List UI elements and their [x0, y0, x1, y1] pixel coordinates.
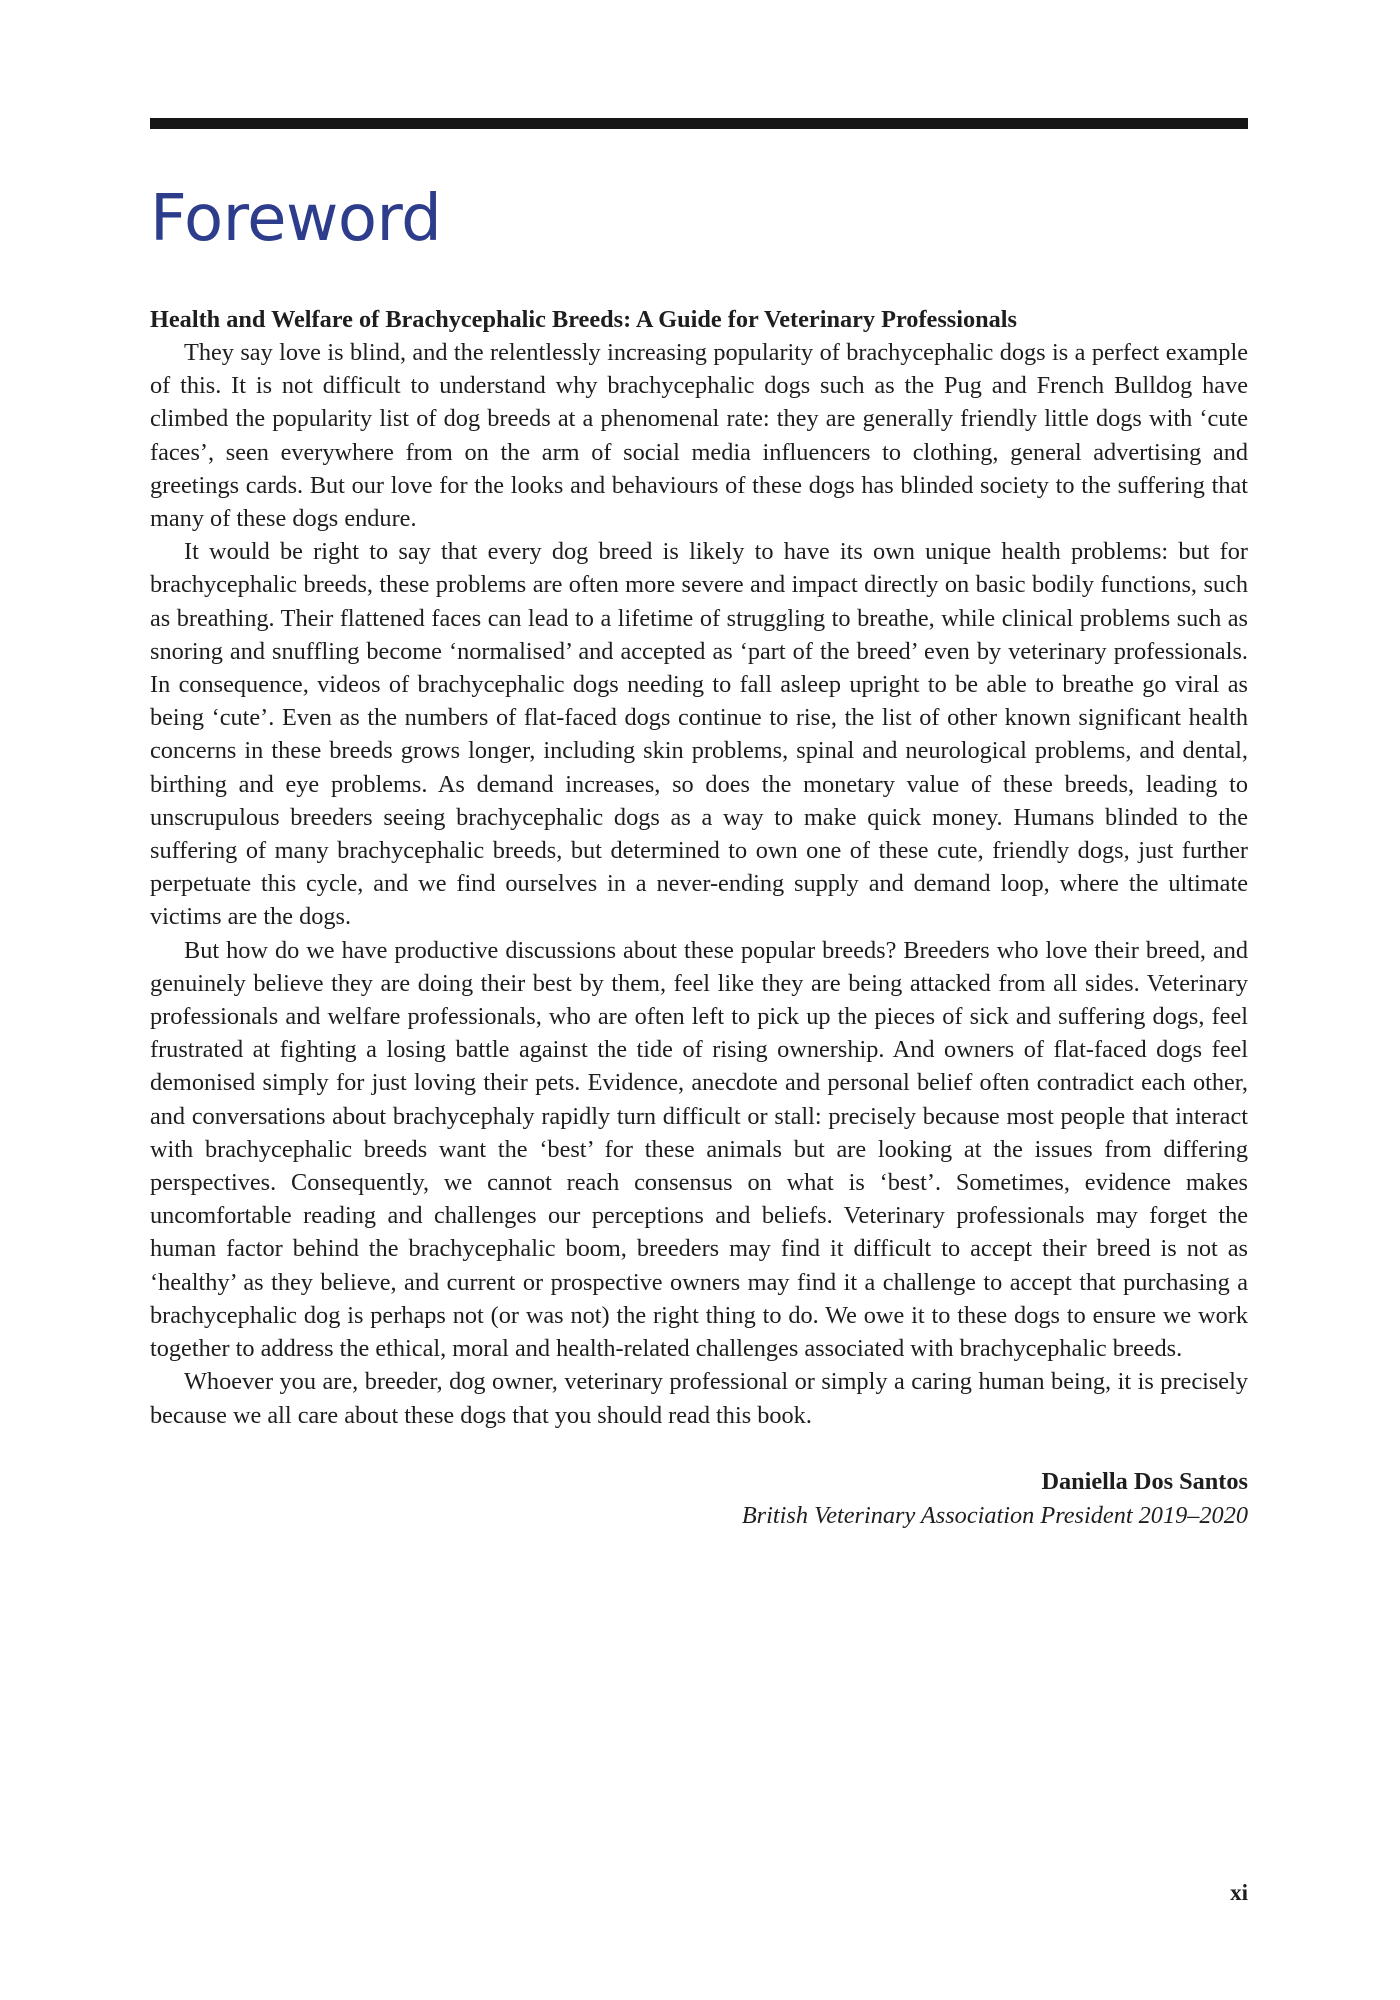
signature-role: British Veterinary Association President 2019–2020	[741, 1501, 1248, 1529]
paragraph: They say love is blind, and the relentlessly increasing popularity of brachycephalic dogs is a perfect example of this. It is not difficult to understand why brachycephalic dogs such as the Pug and French Bulldog have climbed the popularity list of dog breeds at a phenomenal rate: they are generally friendly little dogs with ‘cute faces’, seen everywhere from on the arm of social media influencers to clothing, general advertising and greetings cards. But our love for the looks and behaviours of these dogs has blinded society to the suffering that many of these dogs endure.	[150, 339, 1248, 533]
paragraph: Whoever you are, breeder, dog owner, veterinary professional or simply a caring human being, it is precisely because we all care about these dogs that you should read this book.	[150, 1368, 1248, 1429]
top-rule	[150, 118, 1248, 129]
signature-name: Daniella Dos Santos	[1041, 1467, 1248, 1495]
page-content	[150, 118, 1248, 1533]
chapter-title: Foreword	[150, 182, 442, 256]
body-text	[150, 336, 1248, 1432]
signature-block	[150, 1465, 1248, 1533]
paragraph: But how do we have productive discussions about these popular breeds? Breeders who love their breed, and genuinely believe they are doing their best by them, feel like they are being attacked from all sides. Veterinary professionals and welfare professionals, who are often left to pick up the pieces of sick and suffering dogs, feel frustrated at fighting a losing battle against the tide of rising ownership. And owners of flat-faced dogs feel demonised simply for just loving their pets. Evidence, anecdote and personal belief often contradict each other, and conversations about brachycephaly rapidly turn difficult or stall: precisely because most people that interact with brachycephalic breeds want the ‘best’ for these animals but are looking at the issues from differing perspectives. Consequently, we cannot reach consensus on what is ‘best’. Sometimes, evidence makes uncomfortable reading and challenges our perceptions and beliefs. Veterinary professionals may forget the human factor behind the brachycephalic boom, breeders may find it difficult to accept their breed is not as ‘healthy’ as they believe, and current or prospective owners may find it a challenge to accept that purchasing a brachycephalic dog is perhaps not (or was not) the right thing to do. We owe it to these dogs to ensure we work together to address the ethical, moral and health-related challenges associated with brachycephalic breeds.	[150, 936, 1248, 1363]
book-title: Health and Welfare of Brachycephalic Breeds: A Guide for Veterinary Professionals	[150, 306, 1018, 333]
paragraph: It would be right to say that every dog breed is likely to have its own unique health problems: but for brachycephalic breeds, these problems are often more severe and impact directly on basic bodily functions, such as breathing. Their flattened faces can lead to a lifetime of struggling to breathe, while clinical problems such as snoring and snuffling become ‘normalised’ and accepted as ‘part of the breed’ even by veterinary professionals. In consequence, videos of brachycephalic dogs needing to fall asleep upright to be able to breathe go viral as being ‘cute’. Even as the numbers of flat-faced dogs continue to rise, the list of other known significant health concerns in these breeds grows longer, including skin problems, spinal and neurological problems, and dental, birthing and eye problems. As demand increases, so does the monetary value of these breeds, leading to unscrupulous breeders seeing brachycephalic dogs as a way to make quick money. Humans blinded to the suffering of many brachycephalic breeds, but determined to own one of these cute, friendly dogs, just further perpetuate this cycle, and we find ourselves in a never-ending supply and demand loop, where the ultimate victims are the dogs.	[150, 538, 1248, 931]
page-number: xi	[1230, 1880, 1248, 1905]
